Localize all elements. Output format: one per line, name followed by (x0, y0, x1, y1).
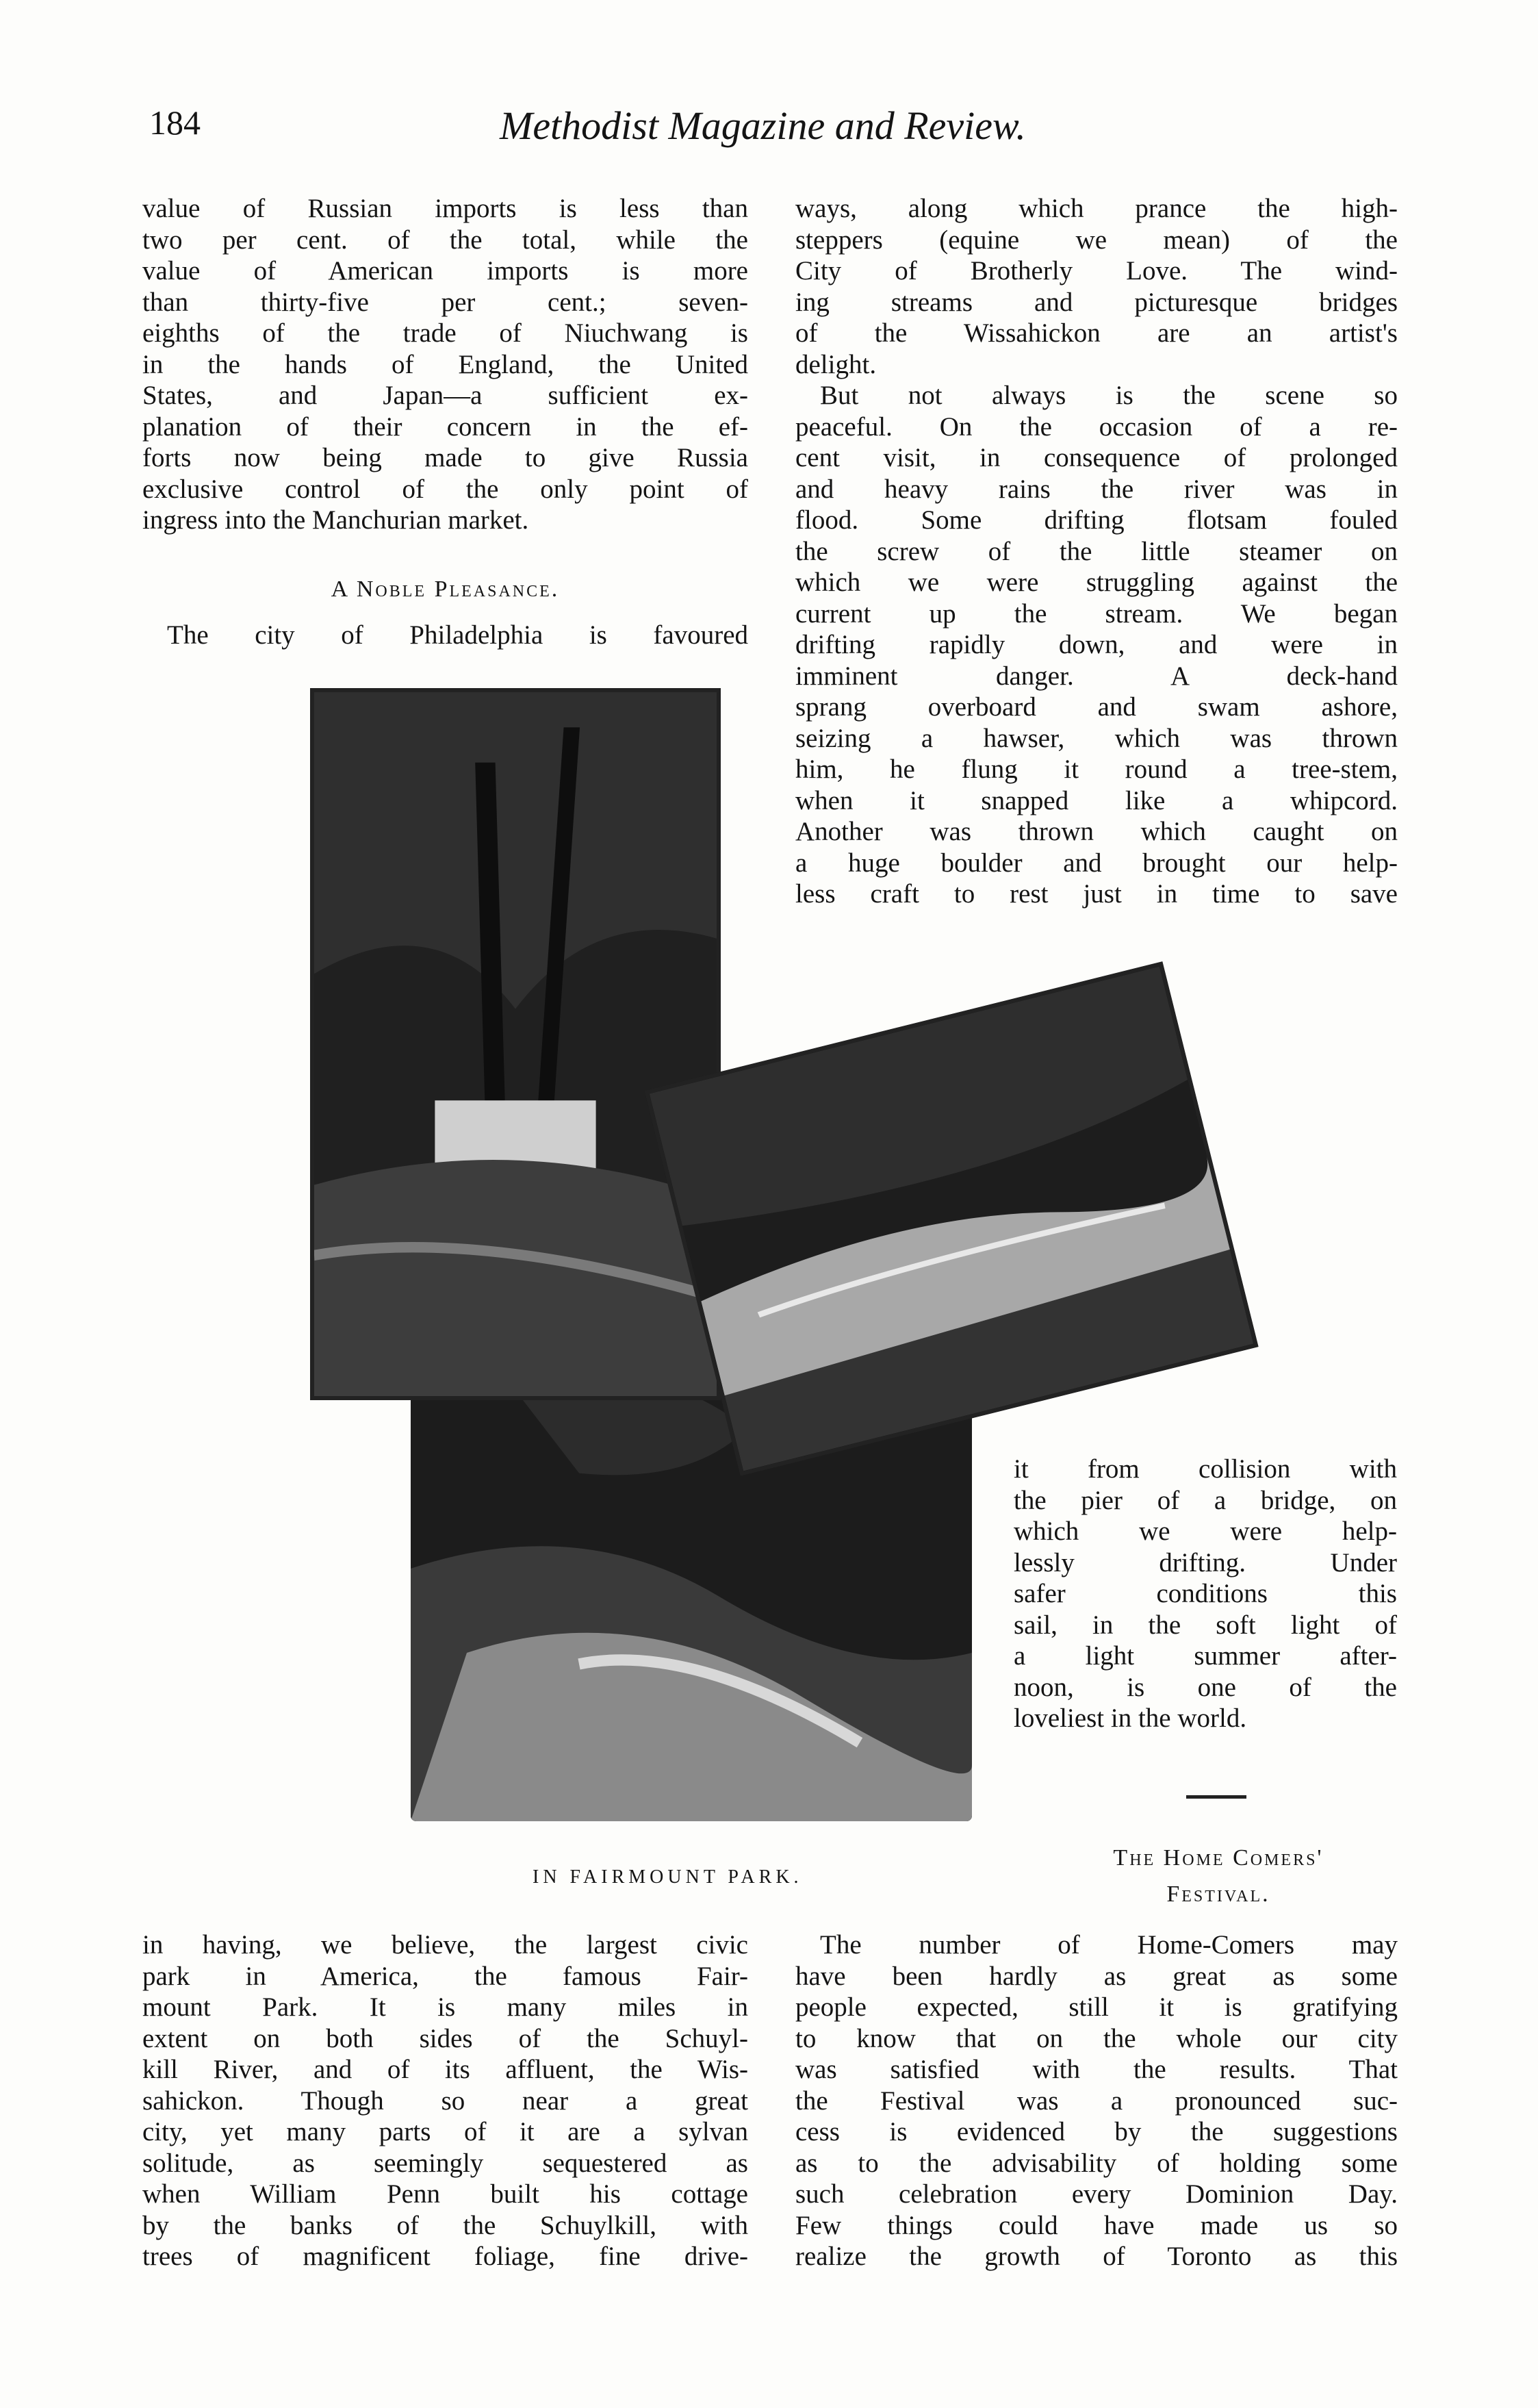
text-line: The city of Philadelphia is favoured (167, 620, 748, 650)
text-line: him, he flung it round a tree-stem, (795, 755, 1398, 784)
right-narrow-column (1014, 1454, 1397, 1734)
text-line: ing streams and picturesque bridges (795, 287, 1398, 317)
text-line: exclusive control of the only point of (142, 474, 748, 504)
right-column-bottom (795, 1929, 1398, 2272)
text-line: eighths of the trade of Niuchwang is (142, 318, 748, 348)
text-line: such celebration every Dominion Day. (795, 2179, 1398, 2209)
section-heading-festival: Festival. (1166, 1881, 1270, 1907)
text-line: sahickon. Though so near a great (142, 2086, 748, 2116)
page-number: 184 (149, 103, 201, 142)
text-line: people expected, still it is gratifying (795, 1992, 1398, 2022)
text-line: safer conditions this (1014, 1579, 1397, 1608)
text-line: have been hardly as great as some (795, 1961, 1398, 1991)
right-column-top (795, 193, 1398, 910)
text-line: sail, in the soft light of (1014, 1610, 1397, 1640)
text-line: value of American imports is more (142, 256, 748, 286)
text-line: kill River, and of its affluent, the Wis- (142, 2055, 748, 2084)
text-line: lessly drifting. Under (1014, 1547, 1397, 1577)
text-line: when it snapped like a whipcord. (795, 785, 1398, 815)
text-line: value of Russian imports is less than (142, 194, 748, 223)
text-line: it from collision with (1014, 1454, 1397, 1484)
text-line: realize the growth of Toronto as this (795, 2242, 1398, 2271)
section-heading-noble-pleasance: A Noble Pleasance. (331, 576, 560, 602)
text-line: loveliest in the world. (1014, 1703, 1247, 1733)
text-line: noon, is one of the (1014, 1672, 1397, 1702)
text-line: forts now being made to give Russia (142, 443, 748, 472)
text-line: was satisfied with the results. That (795, 2055, 1398, 2084)
left-column-top (142, 193, 748, 536)
text-line: mount Park. It is many miles in (142, 1992, 748, 2022)
text-line: current up the stream. We began (795, 598, 1398, 629)
figure-caption: IN FAIRMOUNT PARK. (533, 1866, 803, 1888)
forest-tree-image (314, 692, 717, 1396)
text-line: ingress into the Manchurian market. (142, 505, 529, 535)
text-line: a light summer after- (1014, 1641, 1397, 1671)
text-line: less craft to rest just in time to save (795, 879, 1398, 909)
text-line: trees of magnificent foliage, fine drive- (142, 2242, 748, 2271)
text-line: peaceful. On the occasion of a re- (795, 411, 1398, 442)
text-line: as to the advisability of holding some (795, 2148, 1398, 2178)
text-line: which we were help- (1014, 1517, 1397, 1546)
text-line: sprang overboard and swam ashore, (795, 692, 1398, 722)
text-line: cess is evidenced by the suggestions (795, 2117, 1398, 2146)
text-line: of the Wissahickon are an artist's (795, 318, 1398, 348)
text-line: extent on both sides of the Schuyl- (142, 2023, 748, 2053)
text-line: But not always is the scene so (820, 381, 1398, 410)
text-line: imminent danger. A deck-hand (795, 661, 1398, 691)
section-divider (1186, 1795, 1246, 1799)
text-line: drifting rapidly down, and were in (795, 630, 1398, 659)
running-title: Methodist Magazine and Review. (500, 103, 1026, 148)
text-line: seizing a hawser, which was thrown (795, 723, 1398, 753)
text-line: cent visit, in consequence of prolonged (795, 443, 1398, 472)
text-line: solitude, as seemingly sequestered as (142, 2148, 748, 2178)
text-line: park in America, the famous Fair- (142, 1961, 748, 1991)
photo-rotated-right (644, 961, 1258, 1475)
text-line: City of Brotherly Love. The wind- (795, 256, 1398, 286)
text-line: the pier of a bridge, on (1014, 1485, 1397, 1515)
photo-top-left (310, 688, 721, 1400)
text-line: than thirty-five per cent.; seven- (142, 287, 748, 317)
text-line: Few things could have made us so (795, 2210, 1398, 2240)
text-line: and heavy rains the river was in (795, 474, 1398, 504)
text-line: ways, along which prance the high- (795, 194, 1398, 223)
text-line: the Festival was a pronounced suc- (795, 2086, 1398, 2116)
text-line: Another was thrown which caught on (795, 817, 1398, 846)
text-line: to know that on the whole our city (795, 2023, 1398, 2053)
text-line: a huge boulder and brought our help- (795, 848, 1398, 878)
text-line: flood. Some drifting flotsam fouled (795, 505, 1398, 535)
text-line: delight. (795, 349, 877, 379)
left-column-bottom (142, 1929, 748, 2272)
text-line: planation of their concern in the ef- (142, 411, 748, 442)
text-line: The number of Home-Comers may (820, 1930, 1398, 1960)
text-line: which we were struggling against the (795, 568, 1398, 597)
text-line: the screw of the little steamer on (795, 536, 1398, 566)
text-line: in the hands of England, the United (142, 349, 748, 379)
left-column-first-line (142, 620, 748, 651)
text-line: States, and Japan—a sufficient ex- (142, 381, 748, 410)
stream-bridge-image (650, 967, 1254, 1471)
text-line: when William Penn built his cottage (142, 2179, 748, 2209)
section-heading-home-comers: The Home Comers' (1113, 1845, 1324, 1871)
text-line: by the banks of the Schuylkill, with (142, 2210, 748, 2240)
text-line: steppers (equine we mean) of the (795, 225, 1398, 255)
text-line: city, yet many parts of it are a sylvan (142, 2117, 748, 2146)
text-line: in having, we believe, the largest civic (142, 1930, 748, 1960)
text-line: two per cent. of the total, while the (142, 225, 748, 255)
